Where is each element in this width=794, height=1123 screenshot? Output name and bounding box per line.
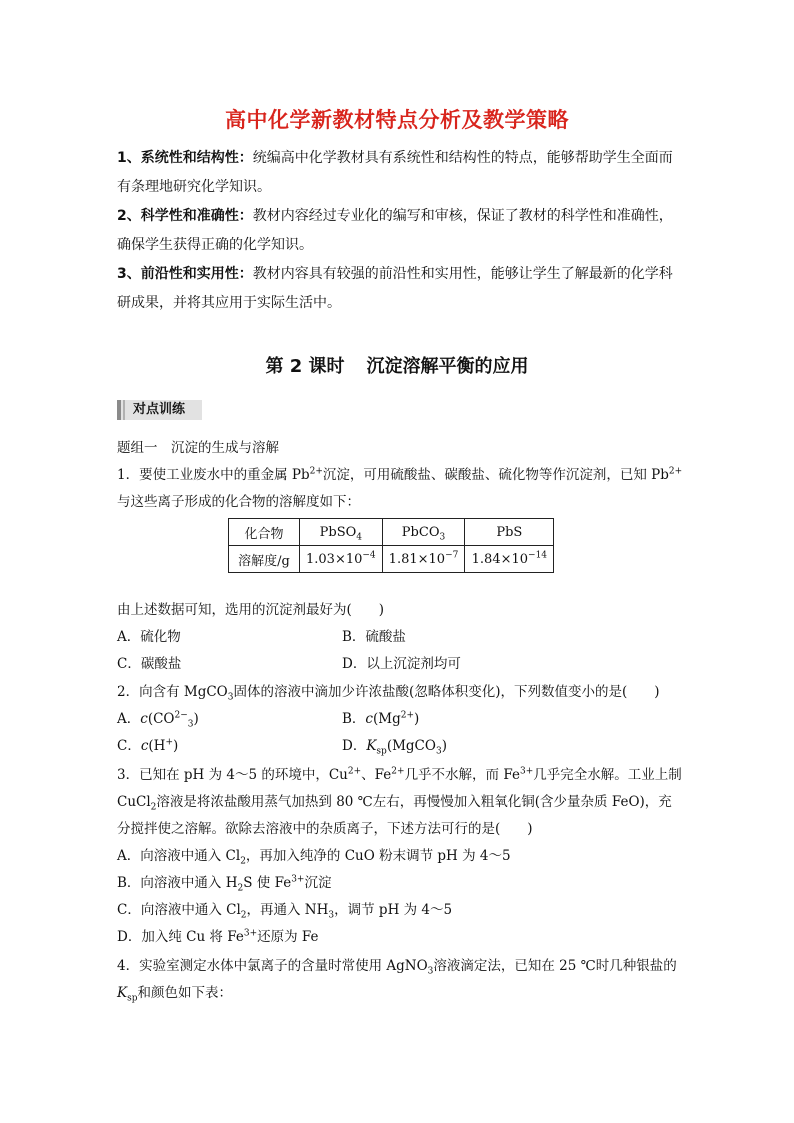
q2-option-d: D．$K_{sp}(MgCO_3)$ <box>342 738 447 757</box>
q1-option-a: A．硫化物 <box>117 629 181 645</box>
q3-stem-line1: 3．已知在 pH 为 4～5 的环境中，$Cu^{2+}$、$Fe^{2+}$几乎不水解，而 $Fe^{3+}$几乎完全水解。工业上制 <box>117 766 682 783</box>
table-cell: $1.81\times 10^{-7}$ <box>382 546 465 573</box>
q1-option-b: B．硫酸盐 <box>342 629 406 645</box>
table-row <box>229 546 554 573</box>
q1-stem-line2: 与这些离子形成的化合物的溶解度如下： <box>117 494 360 510</box>
q4-stem-line1: 4．实验室测定水体中氯离子的含量时常使用 AgNO$_3$溶液滴定法，已知在 25 ℃时几种银盐的 <box>117 958 677 977</box>
group-heading: 题组一 沉淀的生成与溶解 <box>117 440 279 456</box>
intro-item-head: 3、前沿性和实用性： <box>117 266 253 282</box>
intro-item-head: 2、科学性和准确性： <box>117 208 253 224</box>
q3-option-d: D．加入纯 Cu 将 $Fe^{3+}$还原为 Fe <box>117 928 319 945</box>
q2-option-b: B．$c(Mg^{2+})$ <box>342 710 420 727</box>
q3-stem-line2: CuCl$_2$溶液是将浓盐酸用蒸气加热到 80 ℃左右，再慢慢加入粗氧化铜(含少量杂质 FeO)，充 <box>117 794 672 813</box>
table-header-cell: PbS <box>465 519 554 546</box>
q3-option-a: A．向溶液中通入 $Cl_2$，再加入纯净的 CuO 粉末调节 pH 为 4～5 <box>117 848 511 867</box>
document-title: 高中化学新教材特点分析及教学策略 <box>225 108 569 132</box>
intro-item-1 <box>117 144 683 202</box>
lesson-title <box>0 352 794 378</box>
q4-stem-line2: $K_{sp}$和颜色如下表： <box>117 985 232 1004</box>
lesson-name: 沉淀溶解平衡的应用 <box>366 356 529 377</box>
intro-section <box>117 144 683 318</box>
table-header-cell: PbCO$_3$ <box>382 519 465 546</box>
intro-item-head: 1、系统性和结构性： <box>117 150 253 166</box>
q1-option-c: C．碳酸盐 <box>117 656 182 672</box>
intro-item-2 <box>117 202 683 260</box>
table-row-label: 溶解度/g <box>229 546 300 573</box>
table-header-cell: 化合物 <box>229 519 300 546</box>
q3-option-b: B．向溶液中通入 $H_2S$ 使 $Fe^{3+}$沉淀 <box>117 874 332 894</box>
q2-option-c: C．c(H+) <box>117 737 179 754</box>
intro-item-3 <box>117 260 683 318</box>
intro-item-text: 教材内容经过专业化的编写和审核，保证了教材的科学性和准确性，确保学生获得正确的化学知识。 <box>117 208 673 253</box>
q2-option-a: A．$c(CO^{2-}_3)$ <box>117 710 199 730</box>
solubility-table <box>228 518 554 573</box>
q3-stem-line3: 分搅拌使之溶解。欲除去溶液中的杂质离子，下述方法可行的是( ) <box>117 821 533 837</box>
table-cell: $1.84\times 10^{-14}$ <box>465 546 554 573</box>
q3-option-c: C．向溶液中通入 $Cl_2$，再通入 $NH_3$，调节 pH 为 4～5 <box>117 902 453 921</box>
table-header-cell: PbSO$_4$ <box>300 519 383 546</box>
table-cell: $1.03\times 10^{-4}$ <box>300 546 383 573</box>
q2-stem: 2．向含有 MgCO$_3$固体的溶液中滴加少许浓盐酸(忽略体积变化)，下列数值变小的是( ) <box>117 684 660 703</box>
intro-item-text: 教材内容具有较强的前沿性和实用性，能够让学生了解最新的化学科研成果，并将其应用于实际生活中。 <box>117 266 673 311</box>
lesson-number: 第 2 课时 <box>265 356 345 377</box>
section-tag: 对点训练 <box>117 400 202 420</box>
q1-question: 由上述数据可知，选用的沉淀剂最好为( ) <box>117 602 385 618</box>
table-header-row <box>229 519 554 546</box>
q1-option-d: D．以上沉淀剂均可 <box>342 656 461 672</box>
q1-stem-line1: 1．要使工业废水中的重金属 $Pb^{2+}$沉淀，可用硫酸盐、碳酸盐、硫化物等作沉淀剂，已知 $Pb^{2+}$ <box>117 466 683 483</box>
intro-item-text: 统编高中化学教材具有系统性和结构性的特点，能够帮助学生全面而有条理地研究化学知识。 <box>117 150 673 195</box>
